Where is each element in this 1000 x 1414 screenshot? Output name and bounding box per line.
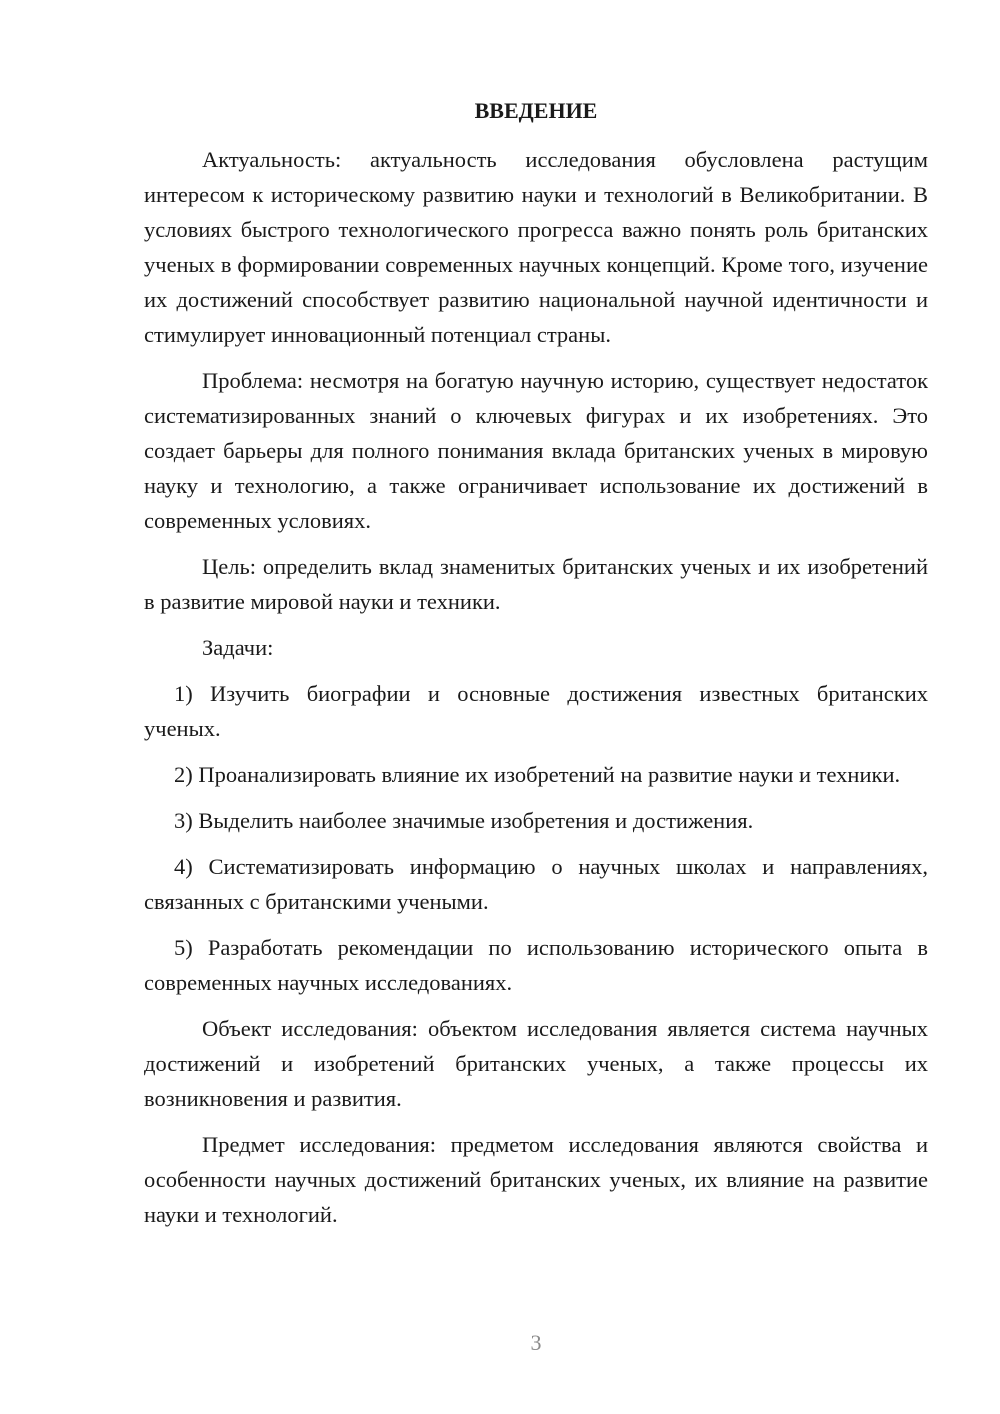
page-title: ВВЕДЕНИЕ [474,98,598,123]
list-item: 3) Выделить наиболее значимые изобретения и достижения. [174,808,754,833]
relevance-paragraph: Актуальность: актуальность исследования обусловлена растущим интересом к историческому развитию науки и технологий в Великобритании. В условиях быстрого технологического прогресса важно понять роль британских ученых в формировании современных научных концепций. Кроме того, изучение их достижений способствует развитию национальной научной идентичности и стимулирует инновационный потенциал страны. [144,147,928,347]
subject-paragraph: Предмет исследования: предметом исследования являются свойства и особенности научных достижений британских ученых, их влияние на развитие науки и технологий. [144,1132,928,1227]
tasks-heading: Задачи: [202,635,274,660]
list-item: 4) Систематизировать информацию о научных школах и направлениях, связанных с британскими учеными. [144,854,928,914]
list-item: 1) Изучить биографии и основные достижения известных британских ученых. [144,681,928,741]
goal-paragraph: Цель: определить вклад знаменитых британских ученых и их изобретений в развитие мировой науки и техники. [144,554,928,614]
tasks-list [144,676,928,1000]
page-content [144,93,928,1243]
problem-paragraph: Проблема: несмотря на богатую научную историю, существует недостаток систематизированных знаний о ключевых фигурах и их изобретениях. Это создает барьеры для полного понимания вклада британских ученых в мировую науку и технологию, а также ограничивает использование их достижений в современных условиях. [144,368,928,533]
list-item: 5) Разработать рекомендации по использованию исторического опыта в современных научных исследованиях. [144,935,928,995]
list-item: 2) Проанализировать влияние их изобретений на развитие науки и техники. [174,762,901,787]
page-number: 3 [530,1330,542,1355]
object-paragraph: Объект исследования: объектом исследования является система научных достижений и изобретений британских ученых, а также процессы их возникновения и развития. [144,1016,928,1111]
